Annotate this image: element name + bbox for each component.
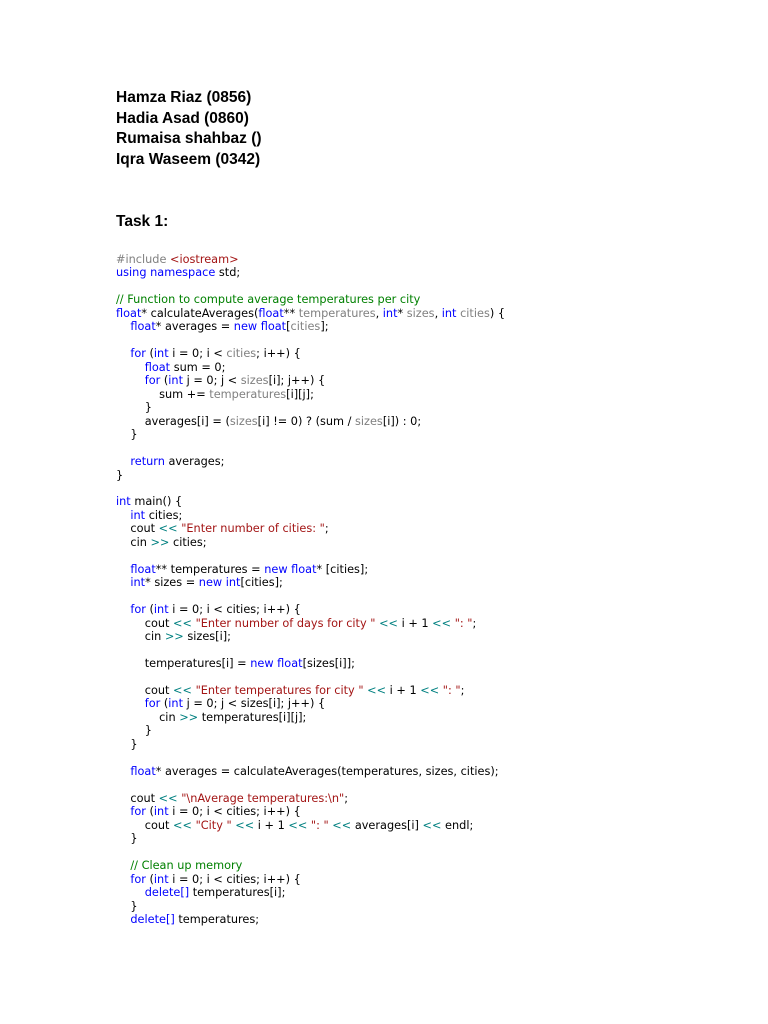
code-text: , [375,306,383,320]
code-text: ; [460,684,465,697]
code-keyword: for [130,805,146,819]
code-keyword: float [130,320,156,334]
code-line [116,644,505,657]
code-keyword: float [130,562,156,576]
author-name: Hamza Riaz (0856) [116,89,252,106]
code-preprocessor: #include [116,253,170,266]
code-string: "Enter number of cities: " [181,522,325,536]
code-text: ( [145,872,154,886]
code-keyword: return [130,455,165,469]
code-text [116,361,145,374]
code-line [116,455,505,468]
code-text [116,913,130,926]
code-text: ( [145,603,154,617]
code-keyword: int [130,576,146,590]
code-text [116,563,130,576]
code-text: j = 0; j < [183,374,241,388]
author-name: Iqra Waseem (0342) [116,150,261,168]
code-text [116,509,130,522]
code-text: [i] != 0) ? (sum / [257,414,356,428]
code-line [116,401,505,414]
code-keyword: float [116,306,142,320]
code-line [116,886,505,899]
code-parameter: sizes [229,414,258,428]
code-text: ( [160,697,169,711]
code-line [116,913,505,926]
code-line [116,859,505,872]
code-text: averages[i] [351,818,423,832]
code-operator: << [379,616,398,630]
code-text: i = 0; i < [168,347,227,361]
code-text [116,765,130,778]
code-text: } [116,832,138,846]
code-line [116,307,505,320]
author-name: Hadia Asad (0860) [116,109,249,127]
code-text: i + 1 [386,684,421,697]
code-parameter: temperatures [298,306,376,320]
code-string: "\nAverage temperatures:\n" [181,791,345,805]
code-text: ]; [320,320,329,334]
code-line [116,832,505,845]
code-keyword: float [258,306,284,320]
code-operator: << [173,684,192,697]
code-text: std; [215,266,241,280]
code-text: * averages = [155,320,234,334]
code-text [116,805,130,818]
code-text [116,873,130,886]
code-line [116,751,505,764]
code-text [116,576,130,589]
code-text: } [116,428,138,442]
code-line [116,334,505,347]
code-line [116,563,505,576]
code-text: ** [283,306,299,320]
code-text: ** temperatures = [155,562,265,576]
code-text: i + 1 [254,818,289,832]
code-text: ; i++) { [256,347,301,361]
code-text: sizes[i]; [183,630,231,644]
code-keyword: int [168,374,184,388]
code-keyword: delete[] [130,912,175,926]
code-line [116,684,505,697]
code-text: ) { [489,306,506,320]
code-string: "Enter temperatures for city " [195,684,364,697]
code-text: i = 0; i < cities; i++) { [168,603,301,617]
code-operator: << [432,616,452,630]
code-line [116,617,505,630]
code-text: i = 0; i < cities; i++) { [168,805,301,819]
code-keyword: float [130,764,156,778]
code-text: temperatures[i][j]; [198,710,307,724]
code-line [116,549,505,562]
code-text: } [116,899,138,913]
code-text: [i][j]; [286,387,314,401]
code-line [116,846,505,859]
code-text: sum = 0; [170,360,226,374]
code-text: averages; [164,455,225,469]
code-line [116,428,505,441]
code-text: temperatures[i] = [116,657,251,671]
code-operator: << [158,791,178,805]
code-keyword: using namespace [116,266,216,280]
code-text: * [cities]; [316,562,369,576]
code-line [116,778,505,791]
code-parameter: temperatures [209,387,287,401]
code-text: ; [324,522,329,536]
code-line [116,590,505,603]
code-text: cout [116,791,159,805]
code-parameter: cities [290,320,321,334]
code-text: i + 1 [398,616,433,630]
code-parameter: sizes [240,374,269,388]
code-text: temperatures[i]; [189,886,286,900]
code-keyword: int [130,508,146,522]
code-operator: << [367,684,387,697]
author-name: Rumaisa shahbaz () [116,130,262,147]
task-heading: Task 1: [116,213,169,230]
code-string: "Enter number of days for city " [195,616,376,630]
code-keyword: for [144,374,161,388]
code-comment: // Function to compute average temperatures per city [116,293,421,307]
code-text: * calculateAverages( [141,306,259,320]
code-text [116,455,130,468]
code-parameter: cities [460,306,490,320]
code-text: sum += [116,387,210,401]
code-keyword: int [116,495,131,509]
author-list [116,88,262,170]
code-text: cin [116,535,151,549]
code-text: i = 0; i < cities; i++) { [168,872,301,886]
code-text: ; [472,616,477,630]
code-operator: << [288,818,308,832]
code-text [116,374,145,387]
code-text: ( [145,347,154,361]
code-line [116,442,505,455]
code-line [116,482,505,495]
code-parameter: sizes [355,414,383,428]
code-text [116,347,130,360]
code-line [116,819,505,832]
code-line [116,805,505,818]
code-string: ": " [454,616,473,630]
code-text: * [397,306,407,320]
code-text: , [434,306,442,320]
code-string: "City " [195,818,232,832]
code-text: [ [286,320,291,334]
code-operator: << [235,818,255,832]
code-operator: << [173,818,192,832]
code-text [116,886,145,899]
code-text: ( [160,374,169,388]
code-keyword: new float [250,657,303,671]
code-text: cout [116,616,174,630]
code-keyword: int [153,347,169,361]
code-text: j = 0; j < sizes[i]; j++) { [183,697,326,711]
code-text: } [116,724,152,738]
code-comment: // Clean up memory [130,859,243,873]
code-text: cout [116,818,174,832]
code-line [116,495,505,508]
code-line [116,738,505,751]
code-line [116,792,505,805]
code-line [116,873,505,886]
code-keyword: for [130,347,146,361]
code-line [116,293,505,306]
code-line [116,900,505,913]
code-operator: << [173,616,192,630]
code-operator: << [420,684,440,697]
code-text: averages[i] = ( [116,414,230,428]
code-keyword: int [441,306,457,320]
code-keyword: float [144,360,171,374]
code-operator: << [422,818,442,832]
code-line [116,657,505,670]
code-parameter: cities [226,347,257,361]
code-text: } [116,468,124,482]
code-text: [i]; j++) { [268,374,326,388]
code-line [116,280,505,293]
code-line [116,603,505,616]
code-line [116,253,505,266]
code-operator: >> [164,630,184,644]
code-text: ( [145,805,154,819]
code-keyword: new float [264,562,317,576]
code-text: [cities]; [240,576,283,590]
code-operator: << [158,522,178,536]
code-text [116,603,130,616]
code-line [116,509,505,522]
code-keyword: delete[] [144,886,190,900]
code-keyword: int [153,603,169,617]
code-line [116,671,505,684]
code-keyword: int [153,872,169,886]
code-line [116,388,505,401]
code-operator: << [332,818,352,832]
code-line [116,469,505,482]
code-line [116,374,505,387]
code-text: main() { [130,495,183,509]
code-text: cities; [169,535,207,549]
code-text: cout [116,522,159,536]
code-string: ": " [442,684,461,697]
code-text: } [116,737,138,751]
code-keyword: int [153,805,169,819]
code-parameter: sizes [406,306,435,320]
code-line [116,361,505,374]
code-text: temperatures; [174,912,260,926]
code-text: [i]) : 0; [382,414,422,428]
code-text: cities; [145,508,183,522]
code-line [116,522,505,535]
code-text: cout [116,684,174,697]
code-keyword: int [382,306,398,320]
code-line [116,711,505,724]
code-text: } [116,401,152,415]
code-operator: >> [179,710,199,724]
code-keyword: new int [198,576,241,590]
code-text: cin [116,630,165,644]
code-text: [sizes[i]]; [302,657,355,671]
code-string: <iostream> [170,253,239,266]
code-text: * sizes = [145,576,199,590]
code-text: cin [116,710,180,724]
code-keyword: new float [233,320,287,334]
code-line [116,697,505,710]
code-line [116,320,505,333]
code-line [116,266,505,279]
code-text [116,320,130,333]
code-line [116,347,505,360]
code-keyword: for [130,603,146,617]
code-text: ; [344,791,349,805]
code-line [116,536,505,549]
code-operator: >> [150,535,170,549]
code-string: ": " [310,818,329,832]
code-line [116,630,505,643]
code-line [116,576,505,589]
code-line [116,415,505,428]
code-text [116,859,130,872]
code-keyword: for [144,697,161,711]
code-line [116,765,505,778]
code-line [116,724,505,737]
code-text: * averages = calculateAverages(temperatures, sizes, cities); [155,764,499,778]
code-keyword: int [168,697,184,711]
code-block [116,253,505,926]
code-text: endl; [441,818,474,832]
code-keyword: for [130,872,146,886]
code-text [116,697,145,710]
